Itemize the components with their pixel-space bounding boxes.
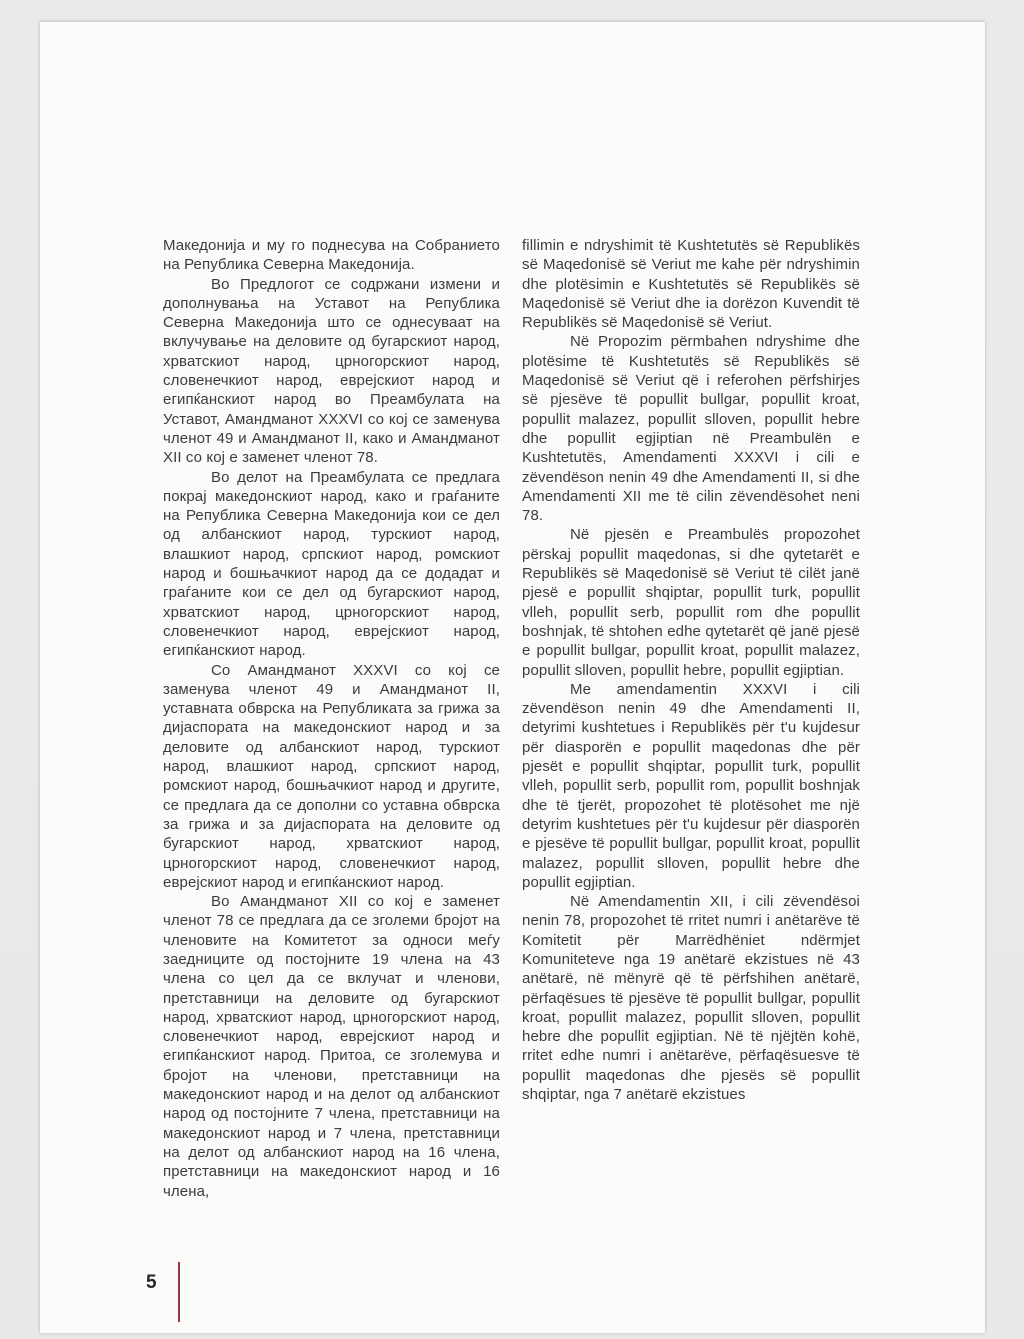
paragraph-sq-3: Në pjesën e Preambulës propozohet përskaj popullit maqedonas, si dhe qytetarët e Republikës së Maqedonisë së Veriut të cilët janë pjesë e popullit shqiptar, popullit turk, popullit vlleh, popullit serb, popullit rom dhe popullit boshnjak, të shtohen edhe qytetarët që janë pjesë e popullit bullgar, popullit kroat, popullit malazez, popullit slloven, popullit hebre, popullit egjiptian. <box>522 526 860 679</box>
paragraph-sq-2: Në Propozim përmbahen ndryshime dhe plotësime të Kushtetutës së Republikës së Maqedonisë së Veriut që i referohen përfshirjes së pjesëve të popullit bullgar, popullit kroat, popullit malazez, popullit slloven, popullit hebre dhe popullit egjiptian në Preambulën e Kushtetutës, Amendamenti XXXVI i cili e zëvendëson nenin 49 dhe Amendamenti II, si dhe Amendamenti XII me të cilin zëvendësohet neni 78. <box>522 333 860 525</box>
document-page <box>40 22 985 1333</box>
paragraph-mk-4: Со Амандманот XXXVI со кој се заменува членот 49 и Амандманот II, уставната обврска на Републиката за грижа за дијаспората на македонскиот народ и за деловите од албанскиот народ, турскиот народ, влашкиот народ, српскиот народ, ромскиот народ, бошњачкиот народ и другите, се предлага да се дополни со уставна обврска за грижа и за дијаспората на деловите од бугарскиот народ, хрватскиот народ, црногорскиот народ, словенечкиот народ, еврејскиот народ и египќанскиот народ. <box>163 661 500 891</box>
footer-rule <box>178 1262 180 1322</box>
paragraph-mk-1: Македонија и му го поднесува на Собранието на Република Северна Македонија. <box>163 237 500 274</box>
paragraph-sq-5: Në Amendamentin XII, i cili zëvendësoi nenin 78, propozohet të rritet numri i anëtarëve të Komitetit për Marrëdhëniet ndërmjet Komuniteteve nga 19 anëtarë ekzistues në 43 anëtarë, në mënyrë që të përfshihen anëtarë, përfaqësues të pjesëve të popullit bullgar, popullit kroat, popullit malazez, popullit slloven, popullit hebre dhe popullit egjiptian. Në të njëjtën kohë, rritet edhe numri i anëtarëve, përfaqësuesve të popullit maqedonas dhe pjesës së popullit shqiptar, nga 7 anëtarë ekzistues <box>522 893 860 1104</box>
page-number: 5 <box>146 1272 157 1293</box>
paragraph-mk-2: Во Предлогот се содржани измени и дополнувања на Уставот на Република Северна Македонија што се однесуваат на вклучување на деловите од бугарскиот народ, хрватскиот народ, црногорскиот народ, словенечкиот народ, еврејскиот народ и египќанскиот народ во Преамбулата на Уставот, Амандманот XXXVI со кој се заменува членот 49 и Амандманот II, како и Амандманот XII со кој е заменет членот 78. <box>163 275 500 467</box>
column-albanian <box>522 236 860 1104</box>
paragraph-mk-5: Во Амандманот XII со кој е заменет членот 78 се предлага да се зголеми бројот на членовите на Комитетот за односи меѓу заедниците од постојните 19 члена на 43 члена со цел да се вклучат и членови, претставници на деловите од бугарскиот народ, хрватскиот народ, црногорскиот народ, словенечкиот народ, еврејскиот народ и египќанскиот народ. Притоа, се зголемува и бројот на членови, претставници на македонскиот народ и на делот од албанскиот народ од постојните 7 члена, претставници на македонскиот народ и 7 члена, претставници на делот од албанскиот народ на 16 члена, претставници на македонскиот народ и 16 члена, <box>163 893 500 1200</box>
paragraph-sq-4: Me amendamentin XXXVI i cili zëvendëson nenin 49 dhe Amendamenti II, detyrimi kushtetues i Republikës për t'u kujdesur për diasporën e popullit maqedonas dhe për pjesët e popullit shqiptar, popullit turk, popullit vlleh, popullit serb, popullit rom, popullit boshnjak dhe të tjerët, propozohet të plotësohet me një detyrim kushtetues për t'u kujdesur për diasporën e pjesëve të popullit bullgar, popullit kroat, popullit malazez, popullit slloven, popullit hebre dhe popullit egjiptian. <box>522 680 860 891</box>
paragraph-mk-3: Во делот на Преамбулата се предлага покрај македонскиот народ, како и граѓаните на Република Северна Македонија кои се дел од албанскиот народ, турскиот народ, влашкиот народ, српскиот народ, ромскиот народ и бошњачкиот народ да се додадат и граѓаните кои се дел од бугарскиот народ, хрватскиот народ, црногорскиот народ, словенечкиот народ, еврејскиот народ, египќанскиот народ. <box>163 468 500 660</box>
column-macedonian <box>163 236 500 1201</box>
paragraph-sq-1: fillimin e ndryshimit të Kushtetutës së Republikës së Maqedonisë së Veriut me kahe për ndryshimin dhe plotësimin e Kushtetutës së Republikës së Maqedonisë së Veriut dhe ia dorëzon Kuvendit të Republikës së Maqedonisë së Veriut. <box>522 237 860 332</box>
